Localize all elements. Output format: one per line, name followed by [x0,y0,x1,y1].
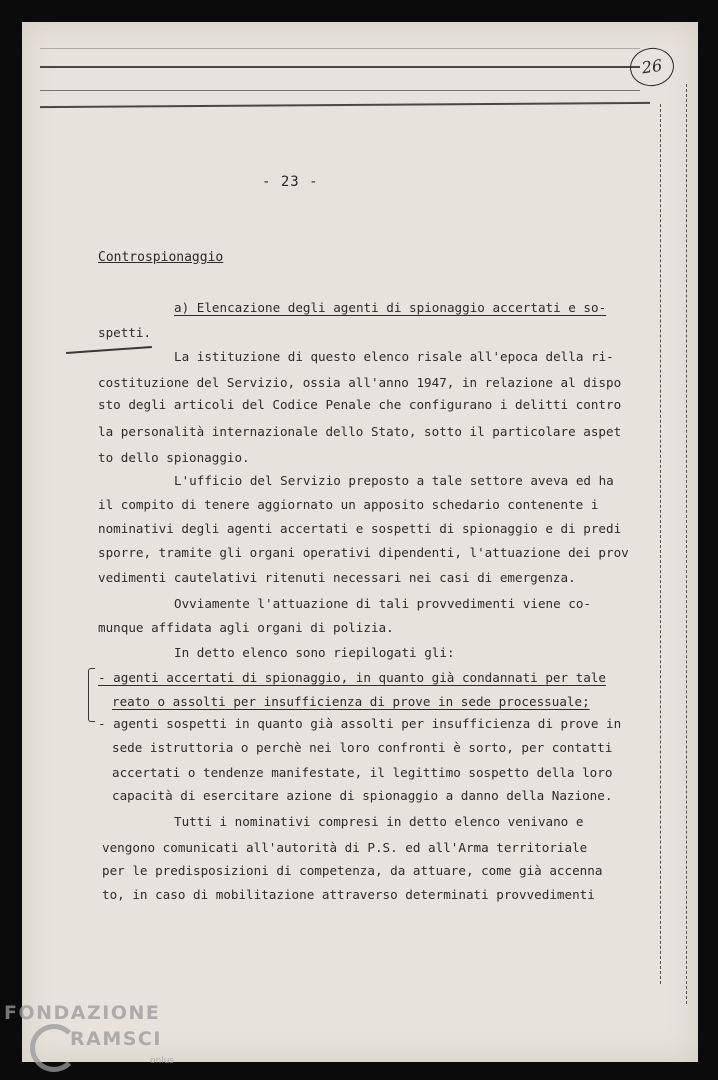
archive-watermark [4,1002,194,1076]
body-line: - agenti sospetti in quanto già assolti per insufficienza di prove in [98,716,622,731]
body-line: La istituzione di questo elenco risale all'epoca della ri- [174,349,614,364]
body-line: sporre, tramite gli organi operativi dipendenti, l'attuazione dei prov [98,545,629,560]
watermark-line-3: onlus [150,1056,175,1066]
body-line: nominativi degli agenti accertati e sospetti di spionaggio e di predi [98,521,622,536]
body-line: reato o assolti per insufficienza di prove in sede processuale; [112,694,590,709]
body-line: vedimenti cautelativi ritenuti necessari nei casi di emergenza. [98,570,576,585]
document-page [22,22,698,1062]
archive-page-number: 26 [628,45,677,89]
body-line: capacità di esercitare azione di spionaggio a danno della Nazione. [112,788,613,803]
header-rule-top [40,66,640,68]
body-line: la personalità internazionale dello Stato, sotto il particolare aspet [98,424,622,439]
watermark-line-2: RAMSCI [70,1028,162,1050]
body-line: munque affidata agli organi di polizia. [98,620,394,635]
body-line: - agenti accertati di spionaggio, in quanto già condannati per tale [98,670,606,685]
header-rule-middle [40,90,640,91]
body-line: L'ufficio del Servizio preposto a tale settore aveva ed ha [174,473,614,488]
body-line: a) Elencazione degli agenti di spionaggio accertati e so- [174,300,607,315]
body-line: sede istruttoria o perchè nei loro confronti è sorto, per contatti [112,740,613,755]
right-margin-line-outer [686,84,687,1004]
body-line: accertati o tendenze manifestate, il legittimo sospetto della loro [112,765,613,780]
watermark-line-1: FONDAZIONE [4,1002,161,1024]
body-line: In detto elenco sono riepilogati gli: [174,645,455,660]
body-line: to, in caso di mobilitazione attraverso determinati provvedimenti [102,887,595,902]
header-rule-short [40,48,640,49]
body-line: il compito di tenere aggiornato un apposito schedario contenente i [98,497,599,512]
body-line: costituzione del Servizio, ossia all'anno 1947, in relazione al dispo [98,375,622,390]
body-line: sto degli articoli del Codice Penale che configurano i delitti contro [98,397,622,412]
body-line: vengono comunicati all'autorità di P.S. ed all'Arma territoriale [102,840,588,855]
body-line: Tutti i nominativi compresi in detto elenco venivano e [174,814,584,829]
page-number: - 23 - [262,174,319,190]
right-margin-line [660,104,661,984]
body-line: to dello spionaggio. [98,450,250,465]
body-line: spetti. [98,325,152,340]
body-line: per le predisposizioni di competenza, da attuare, come già accenna [102,863,603,878]
body-line: Ovviamente l'attuazione di tali provvedimenti viene co- [174,596,592,611]
handwritten-bracket [88,668,95,722]
section-heading: Controspionaggio [98,250,224,265]
